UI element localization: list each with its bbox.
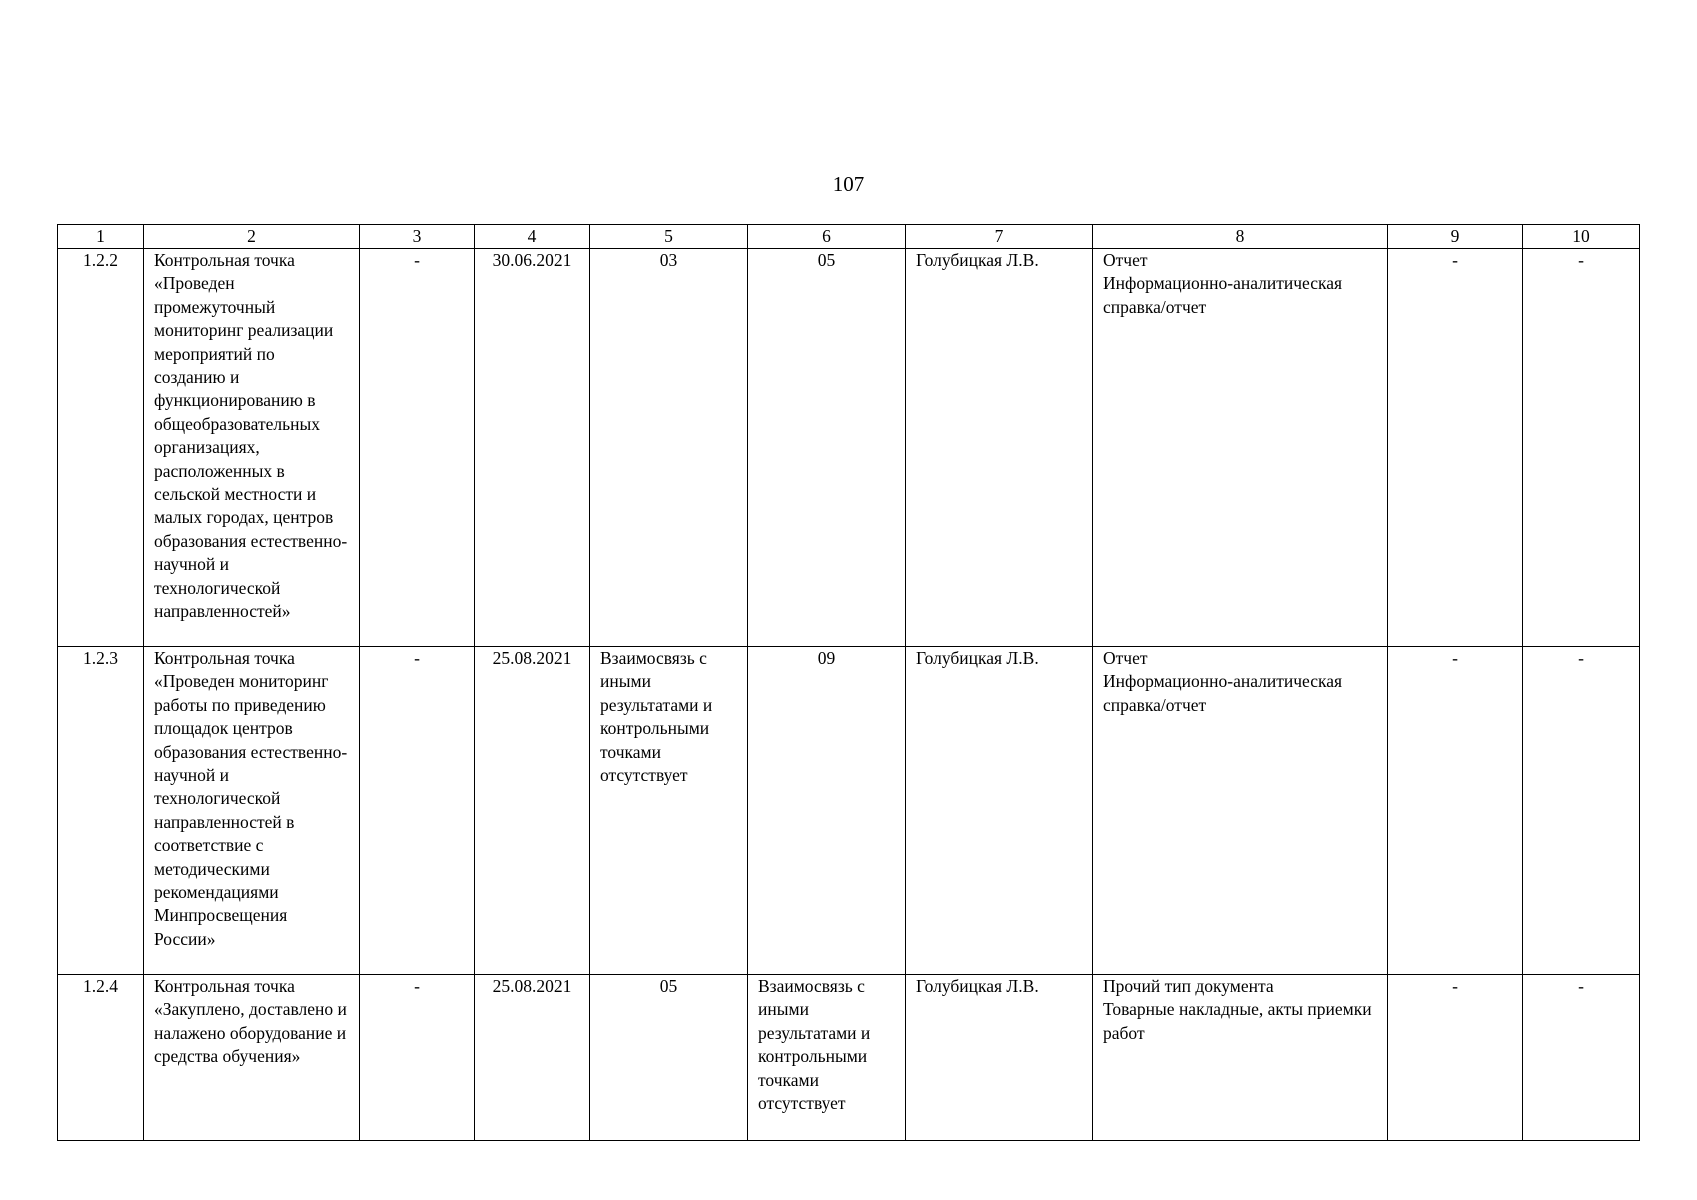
table-row <box>58 647 1640 975</box>
cell-col5: 05 <box>590 975 748 1141</box>
document-name: Информационно-аналитическая справка/отчет <box>1103 273 1343 317</box>
responsible-cell: Голубицкая Л.В. <box>906 249 1093 647</box>
document-cell <box>1093 647 1388 975</box>
column-header: 6 <box>748 225 906 249</box>
cell-col6: 09 <box>748 647 906 975</box>
document-name: Товарные накладные, акты приемки работ <box>1103 999 1372 1043</box>
cell-col10: - <box>1523 249 1640 647</box>
column-header: 9 <box>1388 225 1523 249</box>
cell-col5: 03 <box>590 249 748 647</box>
column-header: 8 <box>1093 225 1388 249</box>
cell-col10: - <box>1523 975 1640 1141</box>
table-row <box>58 249 1640 647</box>
column-header: 10 <box>1523 225 1640 249</box>
description-cell: Контрольная точка «Закуплено, доставлено и налажено оборудование и средства обучения» <box>144 975 360 1141</box>
document-cell <box>1093 975 1388 1141</box>
header-row <box>58 225 1640 249</box>
document-name: Информационно-аналитическая справка/отчет <box>1103 671 1343 715</box>
page-number: 107 <box>832 172 865 196</box>
responsible-cell: Голубицкая Л.В. <box>906 975 1093 1141</box>
column-header: 1 <box>58 225 144 249</box>
document-cell <box>1093 249 1388 647</box>
date-cell: 25.08.2021 <box>475 647 590 975</box>
column-header: 7 <box>906 225 1093 249</box>
cell-col9: - <box>1388 647 1523 975</box>
date-cell: 25.08.2021 <box>475 975 590 1141</box>
cell-col3: - <box>360 975 475 1141</box>
document-type: Отчет <box>1103 250 1148 270</box>
date-cell: 30.06.2021 <box>475 249 590 647</box>
column-header: 3 <box>360 225 475 249</box>
responsible-cell: Голубицкая Л.В. <box>906 647 1093 975</box>
cell-col5: Взаимосвязь с иными результатами и контрольными точками отсутствует <box>590 647 748 975</box>
column-header: 4 <box>475 225 590 249</box>
cell-col10: - <box>1523 647 1640 975</box>
cell-col3: - <box>360 647 475 975</box>
cell-col9: - <box>1388 975 1523 1141</box>
description-cell: Контрольная точка «Проведен мониторинг работы по приведению площадок центров образования естественно-научной и технологической направленностей в соответствие с методическими рекомендациями Минпросвещения России» <box>144 647 360 975</box>
plan-table <box>57 224 1640 1141</box>
description-cell: Контрольная точка «Проведен промежуточный мониторинг реализации мероприятий по созданию и функционированию в общеобразовательных организациях, расположенных в сельской местности и малых городах, центров образования естественно-научной и технологической направленностей» <box>144 249 360 647</box>
cell-col3: - <box>360 249 475 647</box>
table-row <box>58 975 1640 1141</box>
column-header: 2 <box>144 225 360 249</box>
row-number-cell: 1.2.4 <box>58 975 144 1141</box>
row-number-cell: 1.2.3 <box>58 647 144 975</box>
column-header: 5 <box>590 225 748 249</box>
cell-col6: Взаимосвязь с иными результатами и контрольными точками отсутствует <box>748 975 906 1141</box>
row-number-cell: 1.2.2 <box>58 249 144 647</box>
cell-col6: 05 <box>748 249 906 647</box>
document-type: Прочий тип документа <box>1103 976 1274 996</box>
cell-col9: - <box>1388 249 1523 647</box>
document-type: Отчет <box>1103 648 1148 668</box>
